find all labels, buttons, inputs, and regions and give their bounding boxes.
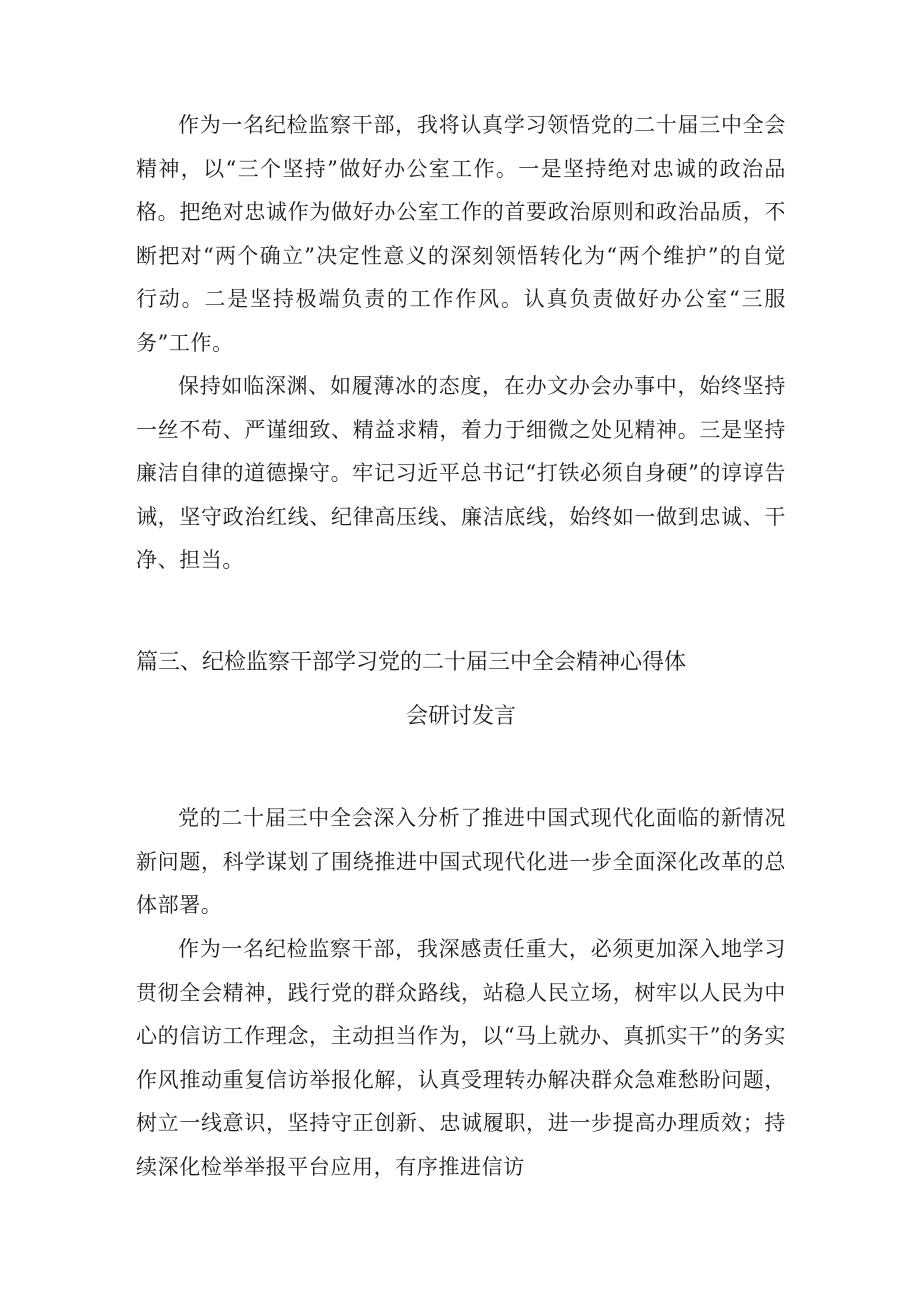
body-paragraph: 作为一名纪检监察干部，我深感责任重大，必须更加深入地学习贯彻全会精神，践行党的群众路线，站稳人民立场，树牢以人民为中心的信访工作理念，主动担当作为，以“马上就办、真抓实干”的务实作风推动重复信访举报化解，认真受理转办解决群众急难愁盼问题，树立一线意识，坚持守正创新、忠诚履职，进一步提高办理质效；持续深化检举举报平台应用，有序推进信访: [136, 937, 786, 1179]
section-heading: [136, 636, 786, 744]
section-heading-line-1: 篇三、纪检监察干部学习党的二十届三中全会精神心得体: [136, 650, 687, 675]
body-paragraph: 作为一名纪检监察干部，我将认真学习领悟党的二十届三中全会精神，以“三个坚持”做好办公室工作。一是坚持绝对忠诚的政治品格。把绝对忠诚作为做好办公室工作的首要政治原则和政治品质，不断把对“两个确立”决定性意义的深刻领悟转化为“两个维护”的自觉行动。二是坚持极端负责的工作作风。认真负责做好办公室“三服务”工作。: [136, 113, 786, 355]
section-heading-line-2: 会研讨发言: [405, 704, 516, 729]
body-paragraph: 党的二十届三中全会深入分析了推进中国式现代化面临的新情况新问题，科学谋划了围绕推进中国式现代化进一步全面深化改革的总体部署。: [136, 806, 786, 918]
body-paragraph: 保持如临深渊、如履薄冰的态度，在办文办会办事中，始终坚持一丝不苟、严谨细致、精益求精，着力于细微之处见精神。三是坚持廉洁自律的道德操守。牢记习近平总书记“打铁必须自身硬”的谆谆告诫，坚守政治红线、纪律高压线、廉洁底线，始终如一做到忠诚、干净、担当。: [136, 374, 786, 573]
